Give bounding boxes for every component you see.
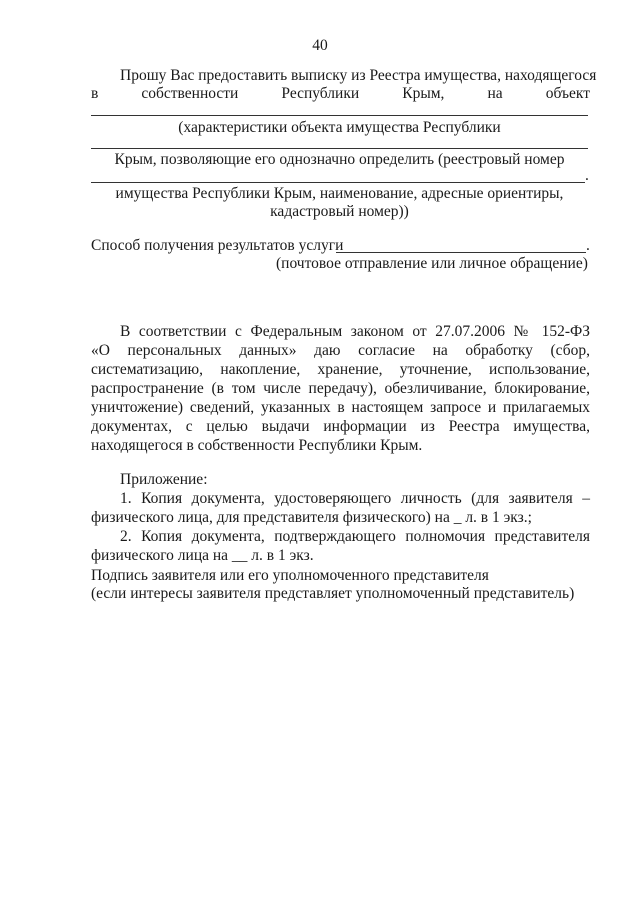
consent-line: распространение (в том числе передачу), обезличивание, блокирование, xyxy=(91,380,590,397)
fill-line xyxy=(91,148,588,149)
service-method-label: Способ получения результатов услуги xyxy=(91,237,344,254)
fill-line xyxy=(91,115,588,116)
consent-line: уничтожение) сведений, указанных в настоящем запросе и прилагаемых xyxy=(91,399,590,416)
signature-line-1: Подпись заявителя или его уполномоченного представителя xyxy=(91,567,489,584)
request-word: собственности xyxy=(141,85,239,102)
consent-line: систематизацию, накопление, хранение, уточнение, использование, xyxy=(91,361,590,378)
attachment-item-2: 2. Копия документа, подтверждающего полномочия представителя xyxy=(120,528,590,545)
request-word: Крым, xyxy=(402,85,445,102)
page-number: 40 xyxy=(312,37,328,54)
attachments-heading: Приложение: xyxy=(120,471,208,488)
line-end-dot: . xyxy=(586,237,590,254)
consent-line: документах, с целью выдачи информации из Реестра имущества, xyxy=(91,418,590,435)
consent-line: «О персональных данных» даю согласие на обработку (сбор, xyxy=(91,342,590,359)
request-word: Республики xyxy=(281,85,360,102)
attachment-item-1-cont: физического лица, для представителя физического) на _ л. в 1 экз.; xyxy=(91,509,532,526)
consent-line: В соответствии с Федеральным законом от 27.07.2006 № 152-ФЗ xyxy=(120,323,590,340)
request-word: объект xyxy=(545,85,590,102)
attachment-item-1: 1. Копия документа, удостоверяющего личность (для заявителя – xyxy=(120,490,590,507)
object-hint-3: имущества Республики Крым, наименование, адресные ориентиры, xyxy=(115,185,564,202)
object-hint-2: Крым, позволяющие его однозначно определить (реестровый номер xyxy=(114,151,565,168)
request-word: на xyxy=(487,85,503,102)
attachment-item-2-cont: физического лица на __ л. в 1 экз. xyxy=(91,547,314,564)
request-line-2 xyxy=(91,84,590,103)
service-method-hint: (почтовое отправление или личное обращение) xyxy=(276,255,588,272)
signature-line-2: (если интересы заявителя представляет уполномоченный представитель) xyxy=(91,585,575,602)
object-hint-4: кадастровый номер)) xyxy=(270,203,409,220)
object-hint-1: (характеристики объекта имущества Республики xyxy=(178,119,501,136)
consent-last-line: находящегося в собственности Республики Крым. xyxy=(91,437,423,454)
fill-line xyxy=(91,182,585,183)
line-end-dot: . xyxy=(585,167,589,184)
request-word: в xyxy=(91,85,99,102)
request-line-1: Прошу Вас предоставить выписку из Реестра имущества, находящегося xyxy=(120,67,597,84)
service-method-line[interactable] xyxy=(336,252,586,253)
